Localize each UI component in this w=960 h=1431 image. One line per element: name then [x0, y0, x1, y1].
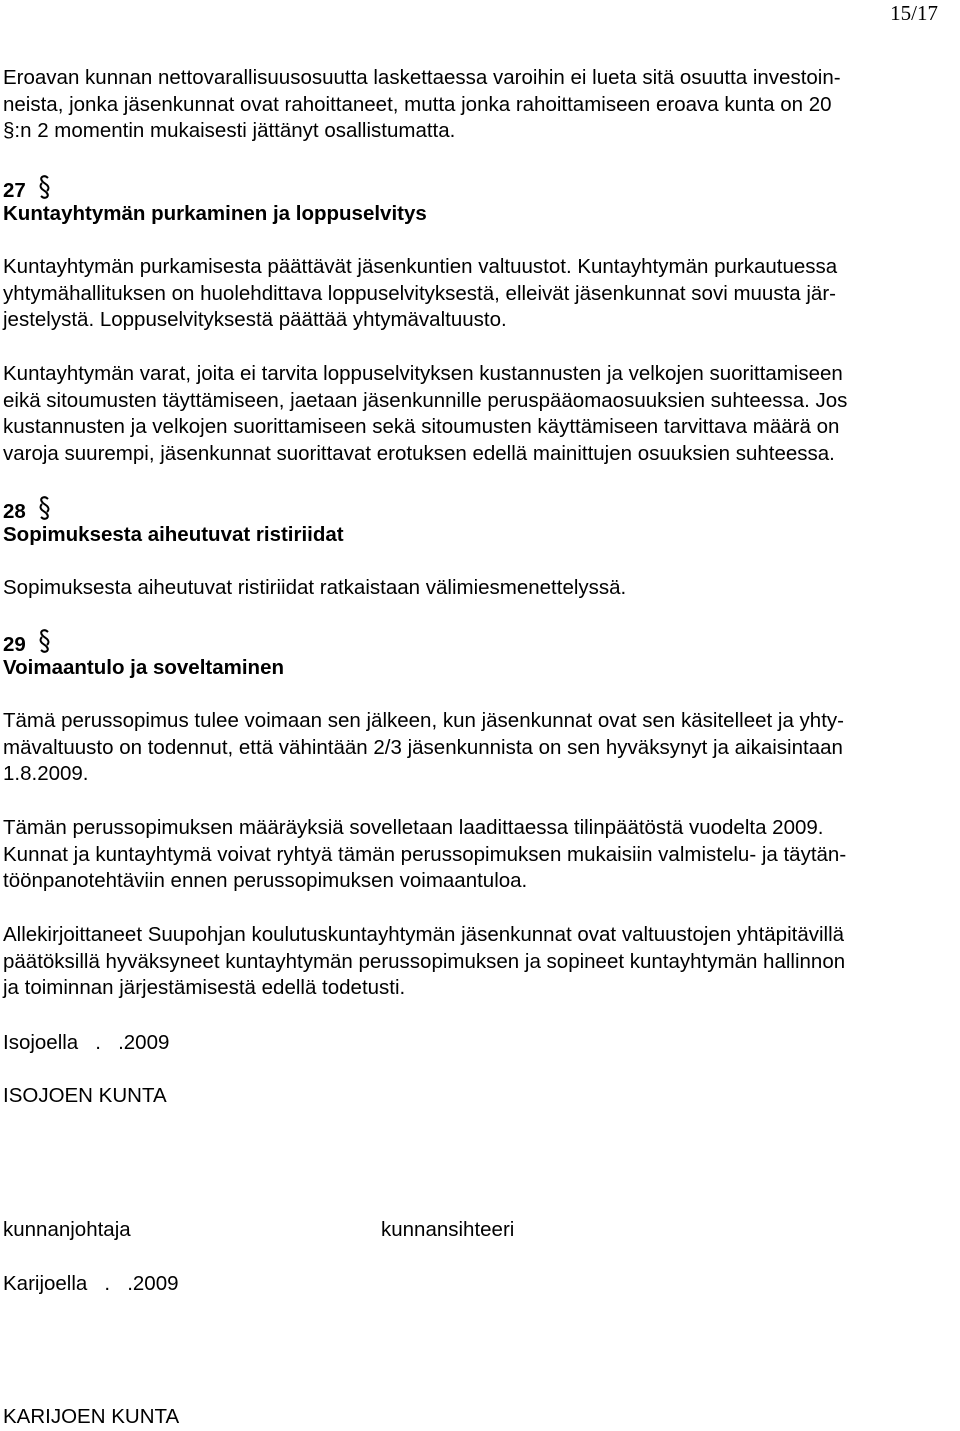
section-29-title: Voimaantulo ja soveltaminen	[3, 656, 284, 679]
text-line: kustannusten ja velkojen suorittamiseen sekä sitoumusten käyttämiseen tarvittava määrä on	[3, 415, 840, 438]
text-line: neista, jonka jäsenkunnat ovat rahoittaneet, mutta jonka rahoittamiseen eroava kunta on 20	[3, 92, 832, 116]
section-number: 29	[3, 633, 26, 656]
section-27-paragraph-2	[3, 361, 958, 467]
text-line: Allekirjoittaneet Suupohjan koulutuskuntayhtymän jäsenkunnat ovat valtuustojen yhtäpitävillä	[3, 923, 845, 946]
section-sign-icon	[38, 174, 51, 200]
text-line: Tämä perussopimus tulee voimaan sen jälkeen, kun jäsenkunnat ovat sen käsitelleet ja yhty-	[3, 709, 844, 732]
text-line: §:n 2 momentin mukaisesti jättänyt osallistumatta.	[3, 119, 456, 142]
text-line: 1.8.2009.	[3, 762, 89, 785]
section-28-number	[3, 495, 958, 526]
text-line: mävaltuusto on todennut, että vähintään 2/3 jäsenkunnista on sen hyväksynyt ja aikaisintaan	[3, 735, 843, 759]
karijoki-municipality-name: KARIJOEN KUNTA	[3, 1405, 180, 1428]
text-line: Tämän perussopimuksen määräyksiä sovelletaan laadittaessa tilinpäätöstä vuodelta 2009.	[3, 816, 824, 839]
section-27-number	[3, 174, 958, 205]
text-line: Kunnat ja kuntayhtymä voivat ryhtyä tämän perussopimuksen mukaisiin valmistelu- ja täytän-	[3, 842, 847, 866]
section-29-paragraph-1	[3, 708, 958, 788]
text-line: töönpanotehtäviin ennen perussopimuksen voimaantuloa.	[3, 869, 528, 892]
text-line: Eroavan kunnan nettovarallisuusosuutta laskettaessa varoihin ei lueta sitä osuutta investoin-	[3, 66, 841, 89]
text-line: päätöksillä hyväksyneet kuntayhtymän perussopimuksen ja sopineet kuntayhtymän hallinnon	[3, 949, 846, 973]
text-line: varoja suurempi, jäsenkunnat suorittavat erotuksen edellä mainittujen osuuksien suhteessa.	[3, 441, 835, 465]
signatory-role-right: kunnansihteeri	[381, 1218, 515, 1241]
section-28-title: Sopimuksesta aiheutuvat ristiriidat	[3, 523, 344, 546]
section-29-paragraph-3	[3, 922, 958, 1002]
text-line: eikä sitoumusten täyttämiseen, jaetaan jäsenkunnille peruspääomaosuuksien suhteessa. Jos	[3, 388, 848, 412]
text-line: ja toiminnan järjestämisestä edellä todetusti.	[3, 976, 406, 999]
text-line: jestelystä. Loppuselvityksestä päättää yhtymävaltuusto.	[3, 308, 507, 331]
section-27-title: Kuntayhtymän purkaminen ja loppuselvitys	[3, 202, 427, 225]
isojoki-place-date: Isojoella . .2009	[3, 1031, 170, 1054]
page-number: 15/17	[890, 1, 938, 25]
section-sign-icon	[38, 628, 51, 654]
section-28-paragraph-1	[3, 575, 958, 602]
section-29-paragraph-2	[3, 815, 958, 895]
isojoki-municipality-name: ISOJOEN KUNTA	[3, 1084, 167, 1107]
karijoki-place-date: Karijoella . .2009	[3, 1272, 179, 1295]
intro-paragraph	[3, 65, 958, 145]
section-29-number	[3, 628, 958, 659]
text-line: Kuntayhtymän purkamisesta päättävät jäsenkuntien valtuustot. Kuntayhtymän purkautuessa	[3, 255, 838, 278]
signatory-role-left: kunnanjohtaja	[3, 1218, 131, 1241]
section-27-paragraph-1	[3, 254, 958, 334]
section-number: 27	[3, 179, 26, 202]
section-sign-icon	[38, 495, 51, 521]
section-number: 28	[3, 500, 26, 523]
text-line: Sopimuksesta aiheutuvat ristiriidat ratkaistaan välimiesmenettelyssä.	[3, 576, 627, 599]
text-line: Kuntayhtymän varat, joita ei tarvita loppuselvityksen kustannusten ja velkojen suorittamiseen	[3, 362, 843, 385]
text-line: yhtymähallituksen on huolehdittava loppuselvityksestä, elleivät jäsenkunnat sovi muusta jär-	[3, 281, 836, 305]
